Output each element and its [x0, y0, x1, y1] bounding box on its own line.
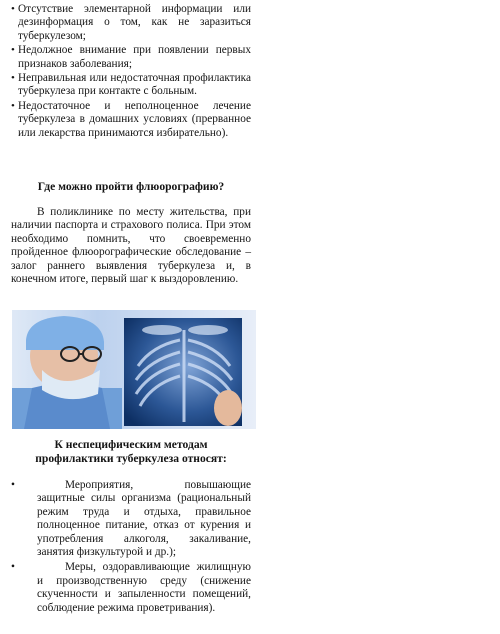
doctor-xray-image [12, 310, 256, 429]
list-item: • Меры, оздоравливающие жилищную и производственную среду (снижение скученности и запыленности помещений, соблюдение режима проветривания). [11, 561, 251, 615]
list-item: • Мероприятия, повышающие защитные силы организма (рациональный режим труда и отдыха, правильное полноценное питание, отказ от курения и употребления алкоголя, закаливание, занятия физкультурой и др.); [11, 479, 251, 559]
list-item: • Недолжное внимание при появлении первых признаков заболевания; [11, 44, 251, 71]
section-heading: К неспецифическим методам [54, 438, 208, 451]
list-item: • Отсутствие элементарной информации или дезинформация о том, как не заразиться туберкулезом; [11, 3, 251, 43]
methods-list [11, 479, 251, 615]
fluoro-section [11, 180, 251, 286]
section-heading: профилактики туберкулеза относят: [35, 452, 227, 465]
tb-causes-column [11, 3, 251, 141]
causes-list [11, 3, 251, 140]
list-item: • Неправильная или недостаточная профилактика туберкулеза при контакте с больным. [11, 72, 251, 99]
fluoro-paragraph: В поликлинике по месту жительства, при наличии паспорта и страхового полиса. При этом необходимо помнить, что своевременно пройденное флюорографические обследование – залог раннего выявления туберкулеза и, в конечном итоге, первый шаг к выздоровлению. [11, 206, 251, 286]
methods-section [11, 438, 251, 617]
section-heading: Где можно пройти флюорографию? [37, 180, 225, 193]
list-item: • Недостаточное и неполноценное лечение туберкулеза в домашних условиях (прерванное или лекарства принимаются избирательно). [11, 100, 251, 140]
photo-illustration [12, 310, 256, 429]
